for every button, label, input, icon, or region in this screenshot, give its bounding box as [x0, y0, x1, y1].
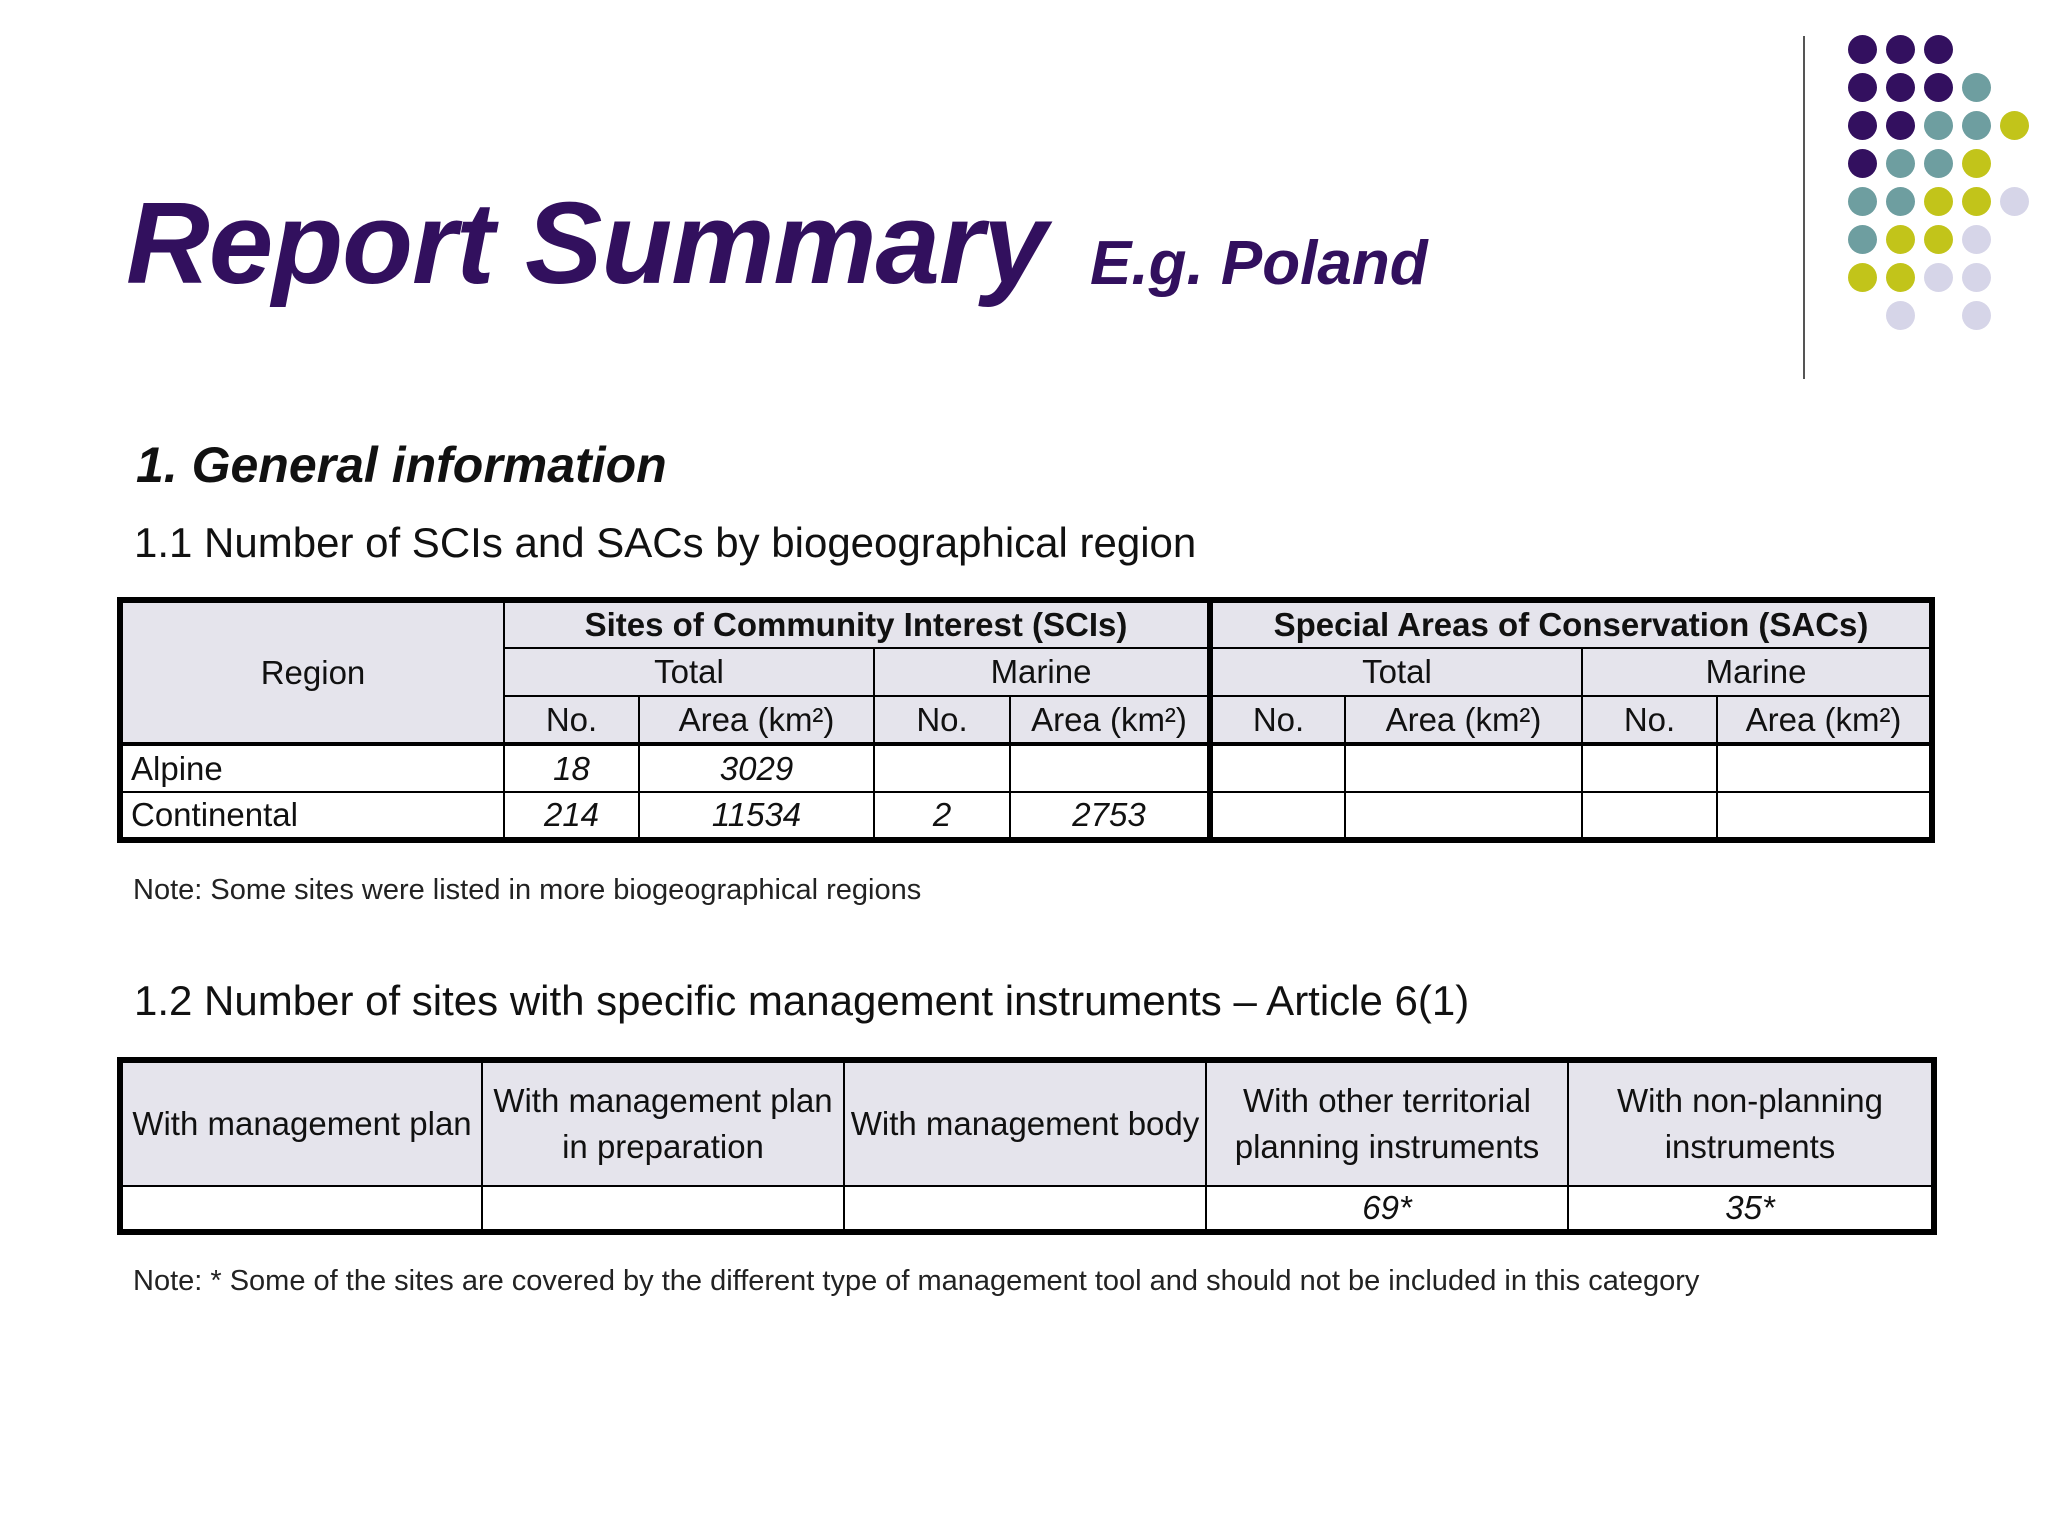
non-planning-instruments-value: 35* [1568, 1186, 1934, 1232]
sci-marine-area-cell: 2753 [1010, 792, 1210, 840]
decorative-dot [1962, 73, 1991, 102]
other-territorial-planning-value: 69* [1206, 1186, 1568, 1232]
decorative-dot [1886, 263, 1915, 292]
note-management-tool: Note: * Some of the sites are covered by the different type of management tool and should not be included in this category [133, 1265, 1700, 1297]
sac-total-area-cell [1345, 744, 1582, 792]
management-plan-value [120, 1186, 482, 1232]
decorative-dot [1848, 149, 1877, 178]
header-sac-group: Special Areas of Conservation (SACs) [1210, 600, 1932, 648]
header-sac-marine: Marine [1582, 648, 1932, 696]
decorative-dot [1962, 111, 1991, 140]
sci-total-area-cell: 11534 [639, 792, 874, 840]
header-region: Region [120, 600, 504, 744]
decorative-dot [1886, 111, 1915, 140]
management-plan-in-preparation-value [482, 1186, 844, 1232]
sac-total-no-cell [1210, 744, 1345, 792]
decorative-dot [1886, 187, 1915, 216]
sac-total-no-cell [1210, 792, 1345, 840]
decorative-dot [1886, 35, 1915, 64]
header-other-territorial-planning: With other territorial planning instruments [1206, 1060, 1568, 1186]
header-sci-marine: Marine [874, 648, 1210, 696]
header-management-plan-in-preparation: With management plan in preparation [482, 1060, 844, 1186]
decorative-dot [1886, 301, 1915, 330]
decorative-dot [1924, 73, 1953, 102]
sac-marine-area-cell [1717, 744, 1932, 792]
decorative-dot [1848, 263, 1877, 292]
header-sac-total: Total [1210, 648, 1582, 696]
table-row [120, 1186, 1934, 1232]
decorative-dot [1924, 187, 1953, 216]
sci-marine-area-cell [1010, 744, 1210, 792]
slide-subtitle: E.g. Poland [1090, 229, 1428, 298]
decorative-dot [1848, 187, 1877, 216]
decorative-dot [1848, 225, 1877, 254]
decorative-dot [1924, 149, 1953, 178]
decorative-dot [1962, 149, 1991, 178]
decorative-dot [2000, 111, 2029, 140]
sci-total-no-cell: 18 [504, 744, 639, 792]
sci-marine-no-cell [874, 744, 1010, 792]
decorative-dot [1886, 73, 1915, 102]
header-sac-total-no: No. [1210, 696, 1345, 744]
header-sci-marine-no: No. [874, 696, 1010, 744]
header-management-body: With management body [844, 1060, 1206, 1186]
decorative-dot [1848, 35, 1877, 64]
header-sac-marine-no: No. [1582, 696, 1717, 744]
sac-marine-area-cell [1717, 792, 1932, 840]
management-body-value [844, 1186, 1206, 1232]
row-region-cell: Continental [120, 792, 504, 840]
decorative-dot [1886, 149, 1915, 178]
note-biogeographical-regions: Note: Some sites were listed in more biogeographical regions [133, 874, 922, 906]
sci-total-no-cell: 214 [504, 792, 639, 840]
decorative-dot-grid [0, 0, 2048, 400]
header-non-planning-instruments: With non-planning instruments [1568, 1060, 1934, 1186]
decorative-dot [2000, 187, 2029, 216]
header-sac-total-area: Area (km²) [1345, 696, 1582, 744]
header-sci-total-area: Area (km²) [639, 696, 874, 744]
decorative-dot [1924, 111, 1953, 140]
decorative-dot [1924, 225, 1953, 254]
decorative-dot [1886, 225, 1915, 254]
decorative-dot [1848, 111, 1877, 140]
subsection-heading-1-2: 1.2 Number of sites with specific management instruments – Article 6(1) [134, 977, 1470, 1024]
sci-total-area-cell: 3029 [639, 744, 874, 792]
header-sci-marine-area: Area (km²) [1010, 696, 1210, 744]
header-management-plan: With management plan [120, 1060, 482, 1186]
management-instruments-table [117, 1057, 1937, 1235]
sac-marine-no-cell [1582, 744, 1717, 792]
header-sci-total: Total [504, 648, 874, 696]
header-sci-total-no: No. [504, 696, 639, 744]
row-region-cell: Alpine [120, 744, 504, 792]
slide-title: Report Summary [126, 178, 1047, 308]
table-row [120, 792, 1932, 840]
sac-marine-no-cell [1582, 792, 1717, 840]
subsection-heading-1-1: 1.1 Number of SCIs and SACs by biogeographical region [134, 519, 1197, 566]
decorative-dot [1924, 263, 1953, 292]
header-sac-marine-area: Area (km²) [1717, 696, 1932, 744]
decorative-dot [1848, 73, 1877, 102]
sci-sac-table [117, 597, 1935, 843]
section-heading-general-information: 1. General information [136, 437, 667, 493]
decorative-dot [1962, 301, 1991, 330]
decorative-dot [1962, 263, 1991, 292]
sci-marine-no-cell: 2 [874, 792, 1010, 840]
table-row [120, 744, 1932, 792]
sac-total-area-cell [1345, 792, 1582, 840]
header-sci-group: Sites of Community Interest (SCIs) [504, 600, 1210, 648]
decorative-dot [1962, 225, 1991, 254]
decorative-dot [1924, 35, 1953, 64]
decorative-dot [1962, 187, 1991, 216]
